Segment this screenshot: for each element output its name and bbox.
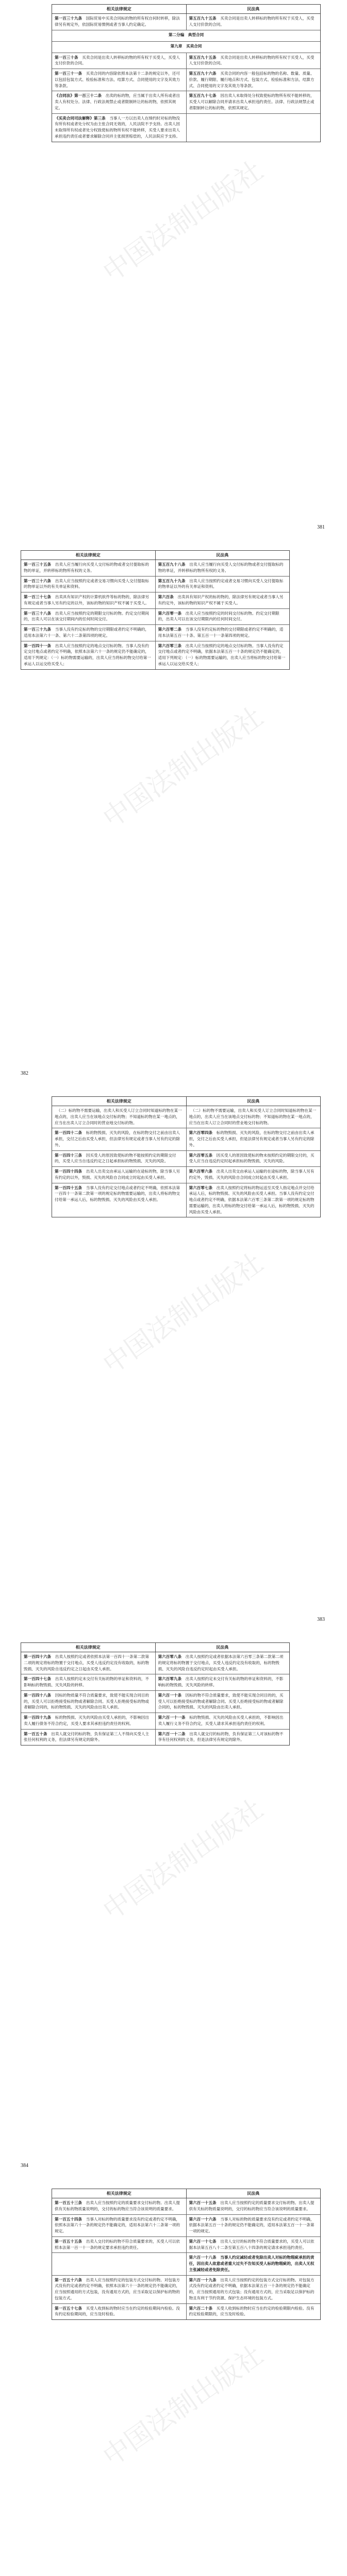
table-row — [52, 1106, 320, 1128]
article-text: 当事人没有约定交付地点或者约定不明确，依照本法第一百四十一条第二款第一项的规定标的物需要运输的，出卖人将标的物交付给第一承运人后，标的物毁损、灭失的风险由买受人承担。 — [55, 1185, 180, 1202]
article-number: 第六百条 — [158, 595, 174, 600]
table-row — [21, 1652, 289, 1674]
article-number: 第六百零一条 — [158, 611, 182, 616]
old-law-cell — [21, 641, 156, 669]
old-law-cell — [52, 2253, 187, 2275]
article-text: 标的物毁损、灭失的风险由买受人承担的，不影响因出卖人履行债务不符合约定，买受人要求其承担违约责任的权利。 — [24, 1715, 149, 1726]
article-text: 出卖人应当按照约定的地点交付标的物。当事人没有约定交付地点或者约定不明确，依据本法第五百一十条的规定仍不能确定的，适用下列规定：（一）标的物需要运输的，出卖人应当将标的物交付给第一承运人以运交给买受人； — [158, 643, 286, 666]
civil-code-cell — [187, 1128, 321, 1150]
table-row — [52, 114, 320, 142]
article-number: 第五百九十五条 — [189, 55, 217, 60]
article-number: 第一百四十九条 — [24, 1715, 52, 1720]
article-number: 第一百五十四条 — [55, 2216, 82, 2222]
table-row — [52, 1128, 320, 1150]
article-text: 出卖人按照约定或者依照本法第一百四十一条第二款第二项的规定将标的物置于交付地点，买受人违反约定没有收取的，标的物毁损、灭失的风险自违反约定之日起由买受人承担。 — [24, 1654, 149, 1671]
article-number: 第一百五十六条 — [55, 2277, 82, 2282]
table-row — [52, 2253, 320, 2275]
article-text: 出卖人出卖交由承运人运输的在途标的物，除当事人另有约定的以外，毁损、灭失的风险自合同成立时起由买受人承担。 — [55, 1169, 180, 1180]
old-law-cell — [21, 1691, 156, 1713]
article-text: 买卖合同是出卖人转移标的物的所有权于买受人，买受人支付价款的合同。 — [189, 16, 315, 27]
article-text: 国际贸易中买卖合同标的物的所有权自何时转移，除法律另有规定外，依国际贸易惯例或者当事人约定确定。 — [55, 16, 180, 27]
civil-code-cell — [156, 560, 290, 576]
table-row — [52, 14, 320, 30]
table-header — [52, 1097, 320, 1106]
old-law-cell — [52, 1167, 187, 1183]
article-text: 买卖合同是出卖人转移标的物的所有权于买受人，买受人支付价款的合同。 — [189, 55, 315, 66]
article-number: 第一百三十条 — [55, 55, 78, 60]
civil-code-cell — [156, 577, 290, 592]
old-law-cell — [52, 2198, 187, 2214]
article-number: 第一百五十七条 — [55, 2306, 82, 2311]
civil-code-cell — [156, 609, 290, 625]
article-text: 因买受人的原因致使标的物不能按照约定的期限交付的，买受人应当自违反约定之日起承担标的物毁损、灭失的风险。 — [55, 1153, 176, 1164]
header-civil-code: 民法典 — [247, 1099, 260, 1104]
article-text: 标的物毁损、灭失的风险，在标的物交付之前由出卖人承担，交付之后由买受人承担，但法律另有规定或者当事人另有约定的除外。 — [55, 1130, 180, 1147]
old-law-cell — [21, 625, 156, 641]
article-text: 出卖人就交付的标的物，负有保证第三人对该标的物不享有任何权利的义务，但是法律另有规定的除外。 — [158, 1731, 284, 1742]
article-text: 当事人对标的物的质量要求没有约定或者约定不明确，依照本法第六十一条的规定仍不能确定的，适用本法第六十二条第一项的规定。 — [55, 2216, 180, 2234]
civil-code-cell — [156, 641, 290, 669]
section-heading: 第二分编 典型合同 — [168, 32, 204, 37]
article-number: 第一百四十七条 — [24, 1676, 52, 1682]
article-text: 出卖的标的物，应当属于出卖人所有或者出卖人有权处分。法律、行政法规禁止或者限制转让的标的物，依照其规定。 — [55, 93, 180, 110]
old-law-cell — [21, 1674, 156, 1690]
table-header — [21, 551, 289, 560]
article-text: 出卖人应当按照约定的期限交付标的物。约定交付期间的，出卖人可以在该交付期间内的任何时间交付。 — [24, 611, 149, 622]
watermark-text: 中国法制出版社 — [97, 1247, 269, 1380]
article-number: 第六百一十六条 — [189, 2216, 217, 2222]
page-number: 384 — [21, 2163, 28, 2168]
civil-code-cell — [187, 2237, 321, 2253]
civil-code-cell — [156, 625, 290, 641]
table-row — [52, 30, 320, 42]
article-number: 第一百四十四条 — [55, 1169, 82, 1174]
article-text: 出卖人按照约定未交付有关标的物的单证和资料的，不影响标的物毁损、灭失风险的转移。 — [158, 1676, 284, 1688]
table-row — [21, 641, 289, 669]
header-related-law: 相关法律规定 — [52, 1097, 187, 1106]
header-related-law: 相关法律规定 — [52, 5, 187, 13]
header-related-law: 相关法律规定 — [21, 1643, 156, 1652]
old-law-cell — [21, 1730, 156, 1745]
article-number: 第六百零四条 — [189, 1130, 213, 1136]
table-row — [52, 69, 320, 91]
article-text: 买卖合同的内容除依照本法第十二条的规定以外，还可以包括包装方式、检验标准和方法、结算方式、合同使用的文字及其效力等条款。 — [55, 71, 180, 88]
civil-code-cell — [187, 14, 321, 30]
article-number: 第五百九十八条 — [158, 562, 186, 567]
page — [21, 1096, 330, 1632]
article-text: 因出卖人未取得处分权致使标的物所有权不能转移的，买受人可以解除合同并请求出卖人承担违约责任。法律、行政法规禁止或者限制转让的标的物，依照其规定。 — [189, 93, 315, 110]
civil-code-cell — [156, 592, 290, 608]
article-text: 当事人没有约定标的物的交付期限或者约定不明确的，适用本法第五百一十条、第五百一十一条第四项的规定。 — [158, 627, 284, 638]
article-text: 买受人收到标的物时应当在约定的检验期限内检验。没有约定检验期限的，应当及时检验。 — [189, 2306, 315, 2317]
civil-code-cell — [187, 2276, 321, 2303]
comparison-table — [21, 1642, 290, 1745]
article-number: 第六百一十条 — [158, 1692, 182, 1698]
article-text: 买受人收到标的物时应当在约定的检验期间内检验。没有约定检验期间的，应当及时检验。 — [55, 2306, 180, 2317]
old-law-cell — [52, 1183, 187, 1217]
table-row — [52, 42, 320, 53]
civil-code-cell — [187, 114, 321, 142]
civil-code-cell — [156, 1730, 290, 1745]
article-number: 第六百零六条 — [189, 1169, 213, 1174]
article-number: 第六百零三条 — [158, 643, 182, 648]
table-row — [52, 1151, 320, 1167]
old-law-cell — [52, 2276, 187, 2303]
table-row — [52, 2276, 320, 2304]
watermark-text: 中国法制出版社 — [97, 155, 269, 288]
old-law-cell — [21, 592, 156, 608]
article-text: 当事人没有约定标的物的交付期限或者约定不明确的，适用本法第六十一条、第六十二条第四项的规定。 — [24, 627, 149, 638]
article-text: 标的物毁损、灭失的风险由买受人承担的，不影响因出卖人履行义务不符合约定，买受人请求其承担违约责任的权利。 — [158, 1715, 284, 1726]
page — [21, 2189, 330, 2576]
old-law-cell — [21, 1652, 156, 1674]
watermark-text: 中国法制出版社 — [97, 1793, 269, 1926]
article-number: 第六百一十五条 — [189, 2200, 217, 2205]
article-text: 出卖人应当按照约定的包装方式交付标的物。对包装方式没有约定或者约定不明确，依据本法第五百一十条的规定仍不能确定的，应当按照通用的方式包装；没有通用方式的，应当采取足以保护标的物且有利于节约资源、保护生态环境的包装方式。 — [189, 2277, 315, 2300]
article-text: 出卖具有知识产权的计算机软件等标的物的，除法律另有规定或者当事人另有约定的以外，该标的物的知识产权不属于买受人。 — [24, 595, 149, 605]
article-number: 第一百三十九条 — [24, 627, 52, 632]
table-row — [21, 1730, 289, 1745]
civil-code-cell — [187, 1183, 321, 1217]
article-text: 出卖人按照约定或者依据本法第六百零三条第二款第二项的规定将标的物置于交付地点，买受人违反约定没有收取的，标的物毁损、灭失的风险自违反约定时起由买受人承担。 — [158, 1654, 284, 1671]
article-number: 第六百一十八条 — [189, 2255, 217, 2260]
article-text: 出卖人应当履行向买受人交付标的物或者交付提取标的物的单证，并转移标的物所有权的义务。 — [24, 562, 149, 573]
table-row — [21, 560, 289, 577]
civil-code-cell — [156, 1713, 290, 1729]
old-law-cell — [21, 577, 156, 592]
article-number: 第一百四十八条 — [24, 1692, 52, 1698]
civil-code-cell — [156, 1691, 290, 1713]
article-text: 出卖人应当按照约定的地点交付标的物。当事人没有约定交付地点或者约定不明确，依照本法第六十一条的规定仍不能确定的，适用下列规定：（一）标的物需要运输的，出卖人应当将标的物交付给第一承运人以运交给买受人； — [24, 643, 151, 666]
page-number: 382 — [21, 1071, 28, 1076]
old-law-cell — [52, 69, 187, 91]
civil-code-cell — [187, 53, 321, 69]
article-number: 第一百三十九条 — [55, 16, 82, 21]
civil-code-cell — [187, 2215, 321, 2236]
article-text: 出卖人应当按照约定或者交易习惯向买受人交付提取标的物单证以外的有关单证和资料。 — [24, 578, 149, 589]
table-row — [52, 1183, 320, 1217]
civil-code-cell — [187, 1167, 321, 1183]
header-civil-code: 民法典 — [247, 2191, 260, 2196]
article-text: 出卖人就交付的标的物，负有保证第三人不得向买受人主张任何权利的义务，但法律另有规定的除外。 — [24, 1731, 149, 1742]
article-number: 第一百五十条 — [24, 1731, 47, 1736]
article-number: 第六百零九条 — [158, 1676, 182, 1682]
section-heading: 第九章 买卖合同 — [170, 43, 202, 48]
page — [21, 550, 330, 1086]
page — [21, 4, 330, 540]
table-row — [52, 1167, 320, 1183]
article-text: 因标的物质量不符合质量要求，致使不能实现合同目的的，买受人可以拒绝接受标的物或者解除合同。买受人拒绝接受标的物或者解除合同的，标的物毁损、灭失的风险由出卖人承担。 — [24, 1692, 149, 1710]
comparison-table — [21, 550, 290, 670]
article-number: 第一百三十六条 — [24, 578, 52, 583]
old-law-cell — [52, 2215, 187, 2236]
article-number: 第一百四十二条 — [55, 1130, 82, 1136]
article-number: 第一百三十八条 — [24, 611, 52, 616]
table-header — [52, 2189, 320, 2198]
comparison-table — [52, 2189, 321, 2320]
article-number: 《合同法》第一百三十二条 — [55, 93, 102, 98]
article-number: 第六百一十七条 — [189, 2239, 217, 2244]
article-text: 当事人约定减轻或者免除出卖人对标的物瑕疵承担的责任，因出卖人故意或者重大过失不告知买受人标的物瑕疵的，出卖人无权主张减轻或者免除责任。 — [189, 2255, 315, 2272]
article-number: 第六百一十九条 — [189, 2277, 217, 2282]
article-number: 第五百九十七条 — [189, 93, 217, 98]
old-law-cell — [52, 1106, 187, 1128]
article-text: 出卖人交付的标的物不符合质量要求的，买受人可以依照本法第一百一十一条的规定要求承担违约责任。 — [55, 2239, 180, 2250]
article-text: 买卖合同的内容一般包括标的物的名称、数量、质量、价款、履行期限、履行地点和方式、包装方式、检验标准和方法、结算方式、合同使用的文字及其效力等条款。 — [189, 71, 315, 88]
article-text: （二）标的物不需要运输，出卖人和买受人订立合同时知道标的物在某一地点的，出卖人应当在该地点交付标的物；不知道标的物在某一地点的，应当在出卖人订立合同时的营业地交付标的物。 — [189, 1108, 317, 1125]
article-number: 第五百九十六条 — [189, 71, 217, 76]
article-number: 第六百零二条 — [158, 627, 182, 632]
article-text: 当事人对标的物的质量要求没有约定或者约定不明确，依据本法第五百一十条的规定仍不能确定的，适用本法第五百一十一条第一项的规定。 — [189, 2216, 315, 2234]
article-number: 第一百四十六条 — [24, 1654, 52, 1659]
table-row — [52, 2237, 320, 2253]
page-number: 381 — [317, 524, 325, 530]
article-text: 出卖人按照约定将标的物运送至买受人指定地点并交付给承运人后，标的物毁损、灭失的风险由买受人承担。当事人没有约定交付地点或者约定不明确，依据本法第六百零三条第二款第一项的规定标的物需要运输的，出卖人将标的物交付给第一承运人后，标的物毁损、灭失的风险由买受人承担。 — [189, 1185, 315, 1214]
table-row — [52, 91, 320, 113]
article-text: 出卖人应当按照约定的时间交付标的物。约定交付期限的，出卖人可以在该交付期限内的任何时间交付。 — [158, 611, 279, 622]
table-row — [52, 2198, 320, 2215]
article-number: 第一百五十三条 — [55, 2200, 82, 2205]
article-text: 出卖人应当按照约定的包装方式交付标的物。对包装方式没有约定或者约定不明确，依照本法第六十一条的规定仍不能确定的，应当按照通用的方式包装，没有通用方式的，应当采取足以保护标的物的包装方式。 — [55, 2277, 180, 2300]
table-row — [21, 609, 289, 625]
article-number: 第一百四十三条 — [55, 1153, 82, 1158]
table-row — [21, 577, 289, 593]
old-law-cell — [21, 609, 156, 625]
header-civil-code: 民法典 — [216, 553, 229, 557]
article-text: 标的物毁损、灭失的风险，在标的物交付之前由出卖人承担，交付之后由买受人承担，但是法律另有规定或者当事人另有约定的除外。 — [189, 1130, 315, 1147]
civil-code-cell — [187, 2198, 321, 2214]
article-number: 第六百一十一条 — [158, 1715, 186, 1720]
header-civil-code: 民法典 — [216, 1645, 229, 1650]
header-civil-code: 民法典 — [247, 7, 260, 11]
old-law-cell — [52, 2304, 187, 2320]
watermark-text: 中国法制出版社 — [97, 2340, 269, 2472]
watermark-text: 中国法制出版社 — [97, 701, 269, 834]
civil-code-cell — [187, 2304, 321, 2320]
article-number: 第六百零八条 — [158, 1654, 182, 1659]
article-number: 第一百三十七条 — [24, 595, 52, 600]
page — [21, 1642, 330, 2178]
page-number: 383 — [317, 1617, 325, 1622]
article-text: 出卖人出卖交由承运人运输的在途标的物，除当事人另有约定外，毁损、灭失的风险自合同成立时起由买受人承担。 — [189, 1169, 315, 1180]
article-text: （二）标的物不需要运输，出卖人和买受人订立合同时知道标的物在某一地点的，出卖人应当在该地点交付标的物；不知道标的物在某一地点的，应当在出卖人订立合同时的营业地交付标的物。 — [55, 1108, 182, 1125]
comparison-table — [52, 4, 321, 142]
table-row — [52, 53, 320, 70]
old-law-cell — [52, 14, 187, 30]
article-number: 第六百零七条 — [189, 1185, 213, 1190]
old-law-cell — [21, 560, 156, 576]
old-law-cell — [52, 2237, 187, 2253]
civil-code-cell — [187, 1151, 321, 1167]
article-number: 第六百二十条 — [189, 2306, 213, 2311]
article-text: 出卖人应当按照约定的质量要求交付标的物。出卖人提供有关标的物质量说明的，交付的标的物应当符合该说明的质量要求。 — [55, 2200, 180, 2211]
article-number: 《买卖合同司法解释》第三条 — [55, 115, 106, 121]
table-header — [52, 5, 320, 14]
article-number: 第一百三十一条 — [55, 71, 82, 76]
old-law-cell — [52, 53, 187, 69]
article-text: 因买受人的原因致使标的物未按照约定的期限交付的，买受人应当自违反约定时起承担标的物毁损、灭失的风险。 — [189, 1153, 315, 1164]
article-text: 出卖人交付的标的物不符合质量要求的，买受人可以依据本法第五百八十二条至第五百八十四条的规定请求承担违约责任。 — [189, 2239, 315, 2250]
table-row — [21, 592, 289, 609]
old-law-cell — [52, 1128, 187, 1150]
old-law-cell — [52, 91, 187, 113]
article-number: 第六百零五条 — [189, 1153, 213, 1158]
old-law-cell — [21, 1713, 156, 1729]
header-related-law: 相关法律规定 — [52, 2189, 187, 2198]
article-text: 出卖人应当按照约定或者交易习惯向买受人交付提取标的物单证以外的有关单证和资料。 — [158, 578, 284, 589]
table-row — [52, 2304, 320, 2320]
article-text: 出卖人按照约定未交付有关标的物的单证和资料的，不影响标的物毁损、灭失风险的转移。 — [24, 1676, 149, 1688]
table-row — [21, 1713, 289, 1730]
article-text: 因标的物不符合质量要求，致使不能实现合同目的的，买受人可以拒绝接受标的物或者解除合同。买受人拒绝接受标的物或者解除合同的，标的物毁损、灭失的风险由出卖人承担。 — [158, 1692, 284, 1710]
table-row — [21, 1674, 289, 1691]
article-number: 第一百四十五条 — [55, 1185, 82, 1190]
civil-code-cell — [187, 2253, 321, 2275]
civil-code-cell — [187, 69, 321, 91]
civil-code-cell — [187, 91, 321, 113]
article-number: 第一百五十五条 — [55, 2239, 82, 2244]
table-header — [21, 1643, 289, 1652]
comparison-table — [52, 1096, 321, 1217]
civil-code-cell — [156, 1674, 290, 1690]
old-law-cell — [52, 114, 187, 142]
article-text: 买卖合同是出卖人转移标的物的所有权于买受人，买受人支付价款的合同。 — [55, 55, 180, 66]
old-law-cell — [52, 1151, 187, 1167]
article-text: 出卖人应当履行向买受人交付标的物或者交付提取标的物的单证，并转移标的物所有权的义务。 — [158, 562, 284, 573]
article-number: 第一百三十五条 — [24, 562, 52, 567]
article-text: 当事人一方以出卖人在缔约时对标的物没有所有权或者处分权为由主张合同无效的，人民法院不予支持。出卖人因未取得所有权或者处分权致使标的物所有权不能转移，买受人要求出卖人承担违约责任或者要求解除合同并主张损害赔偿的，人民法院应予支持。 — [55, 115, 180, 139]
table-row — [52, 2215, 320, 2237]
article-text: 出卖人应当按照约定的质量要求交付标的物。出卖人提供有关标的物质量说明的，交付的标的物应当符合该说明的质量要求。 — [189, 2200, 315, 2211]
civil-code-cell — [187, 1106, 321, 1128]
table-row — [21, 625, 289, 641]
header-related-law: 相关法律规定 — [21, 551, 156, 560]
article-number: 第五百九十五条 — [189, 16, 217, 21]
civil-code-cell — [156, 1652, 290, 1674]
article-number: 第六百一十二条 — [158, 1731, 186, 1736]
article-number: 第五百九十九条 — [158, 578, 186, 583]
article-number: 第一百四十一条 — [24, 643, 52, 648]
table-row — [21, 1691, 289, 1713]
article-text: 出卖具有知识产权的标的物的，除法律另有规定或者当事人另有约定外，该标的物的知识产权不属于买受人。 — [158, 595, 284, 605]
